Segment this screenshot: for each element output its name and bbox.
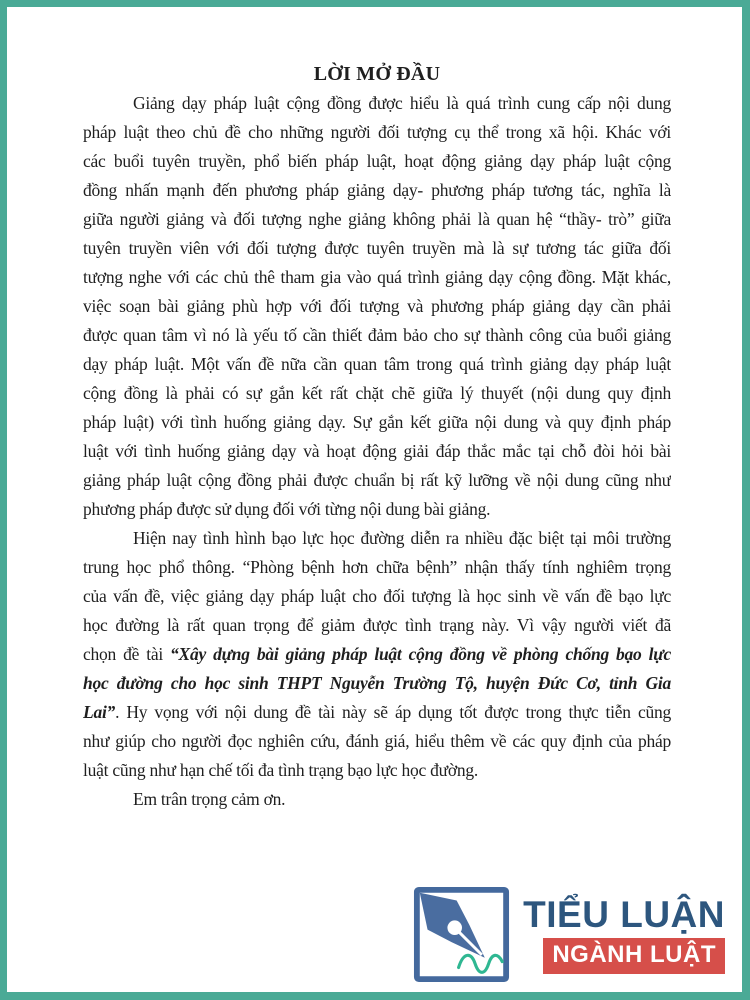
text-line	[83, 321, 671, 350]
text-line	[83, 205, 671, 234]
text-line	[83, 524, 671, 553]
text-segment: Giảng dạy pháp luật cộng đồng được hiểu là quá trình cung cấp nội dung	[133, 93, 671, 113]
text-line	[83, 118, 671, 147]
text-line	[83, 495, 671, 524]
page-content	[83, 60, 671, 814]
paragraph	[83, 524, 671, 785]
text-line	[83, 698, 671, 727]
pen-nib-icon	[413, 886, 510, 983]
text-line	[83, 785, 671, 814]
text-segment: học đường là rất quan trọng để giảm được tình trạng này. Vì vậy người viết đã	[83, 615, 671, 635]
text-segment: được quan tâm vì nó là yếu tố cần thiết đảm bảo cho sự thành công của buổi giảng	[83, 325, 671, 345]
text-segment: các buổi tuyên truyền, phổ biến pháp luật, hoạt động giảng dạy pháp luật cộng	[83, 151, 671, 171]
text-line	[83, 553, 671, 582]
text-segment: trung học phổ thông. “Phòng bệnh hơn chữa bệnh” nhận thấy tính nghiêm trọng	[83, 557, 671, 577]
thesis-title-emphasis: học đường cho học sinh THPT Nguyễn Trường Tộ, huyện Đức Cơ, tỉnh Gia	[83, 673, 671, 693]
text-segment: Hiện nay tình hình bạo lực học đường diễn ra nhiều đặc biệt tại môi trường	[133, 528, 671, 548]
text-segment: luật với tình huống giảng dạy và hoạt động giải đáp thắc mắc tại chỗ đòi hỏi bài	[83, 441, 671, 461]
text-segment: Em trân trọng cảm ơn.	[133, 789, 286, 809]
paragraph	[83, 785, 671, 814]
text-segment: . Hy vọng với nội dung đề tài này sẽ áp dụng tốt được trong thực tiễn cũng	[115, 702, 671, 722]
brand-tagline: NGÀNH LUẬT	[543, 938, 725, 975]
text-segment: đồng nhấn mạnh đến phương pháp giảng dạy- phương pháp tương tác, nghĩa là	[83, 180, 671, 200]
brand-text	[523, 895, 725, 975]
text-line	[83, 669, 671, 698]
text-line	[83, 263, 671, 292]
page-title: LỜI MỞ ĐẦU	[313, 63, 441, 85]
text-line	[83, 756, 671, 785]
text-segment: tượng nghe với các chủ thê tham gia vào quá trình giảng dạy cộng đồng. Mặt khác,	[83, 267, 671, 287]
text-line	[83, 292, 671, 321]
text-segment: phương pháp được sử dụng đối với từng nội dung bài giảng.	[83, 499, 491, 519]
text-segment: tuyên truyền viên với đối tượng được tuyên truyền mà là sự tương tác giữa đối	[83, 238, 671, 258]
paragraphs	[83, 89, 671, 814]
text-line	[83, 582, 671, 611]
text-line	[83, 466, 671, 495]
thesis-title-emphasis: Lai”	[83, 702, 116, 722]
text-line	[83, 640, 671, 669]
brand-logo	[413, 886, 725, 983]
text-line	[83, 408, 671, 437]
text-line	[83, 611, 671, 640]
text-segment: như giúp cho người đọc nghiên cứu, đánh giá, hiểu thêm về các quy định của pháp	[83, 731, 671, 751]
thesis-title-emphasis: “Xây dựng bài giảng pháp luật cộng đồng về phòng chống bạo lực	[170, 644, 671, 664]
text-segment: chọn đề tài	[83, 644, 171, 664]
text-line	[83, 234, 671, 263]
text-line	[83, 727, 671, 756]
text-segment: giữa người giảng và đối tượng nghe giảng không phải là quan hệ “thầy- trò” giữa	[83, 209, 671, 229]
text-segment: giảng pháp luật cộng đồng phải được chuẩn bị rất kỹ lưỡng về nội dung cũng như	[83, 470, 671, 490]
text-segment: luật cũng như hạn chế tối đa tình trạng bạo lực học đường.	[83, 760, 478, 780]
text-line	[83, 176, 671, 205]
text-segment: pháp luật) với tình huống giảng dạy. Sự gắn kết giữa nội dung và quy định pháp	[83, 412, 671, 432]
paragraph	[83, 89, 671, 524]
text-line	[83, 437, 671, 466]
text-line	[83, 350, 671, 379]
text-segment: việc soạn bài giảng phù hợp với đối tượng và phương pháp giảng dạy cần phải	[83, 296, 671, 316]
text-line	[83, 89, 671, 118]
text-segment: của vấn đề, việc giảng dạy pháp luật cho đối tượng là học sinh về vấn đề bạo lực	[83, 586, 671, 606]
text-segment: pháp luật theo chủ đề cho những người đối tượng cụ thể trong xã hội. Khác với	[83, 122, 671, 142]
text-segment: dạy pháp luật. Một vấn đề nữa cần quan tâm trong quá trình giảng dạy pháp luật	[83, 354, 671, 374]
brand-name: TIỂU LUẬN	[523, 893, 725, 935]
text-line	[83, 379, 671, 408]
text-segment: cộng đồng là phải có sự gắn kết rất chặt chẽ giữa lý thuyết (nội dung quy định	[83, 383, 671, 403]
text-line	[83, 147, 671, 176]
